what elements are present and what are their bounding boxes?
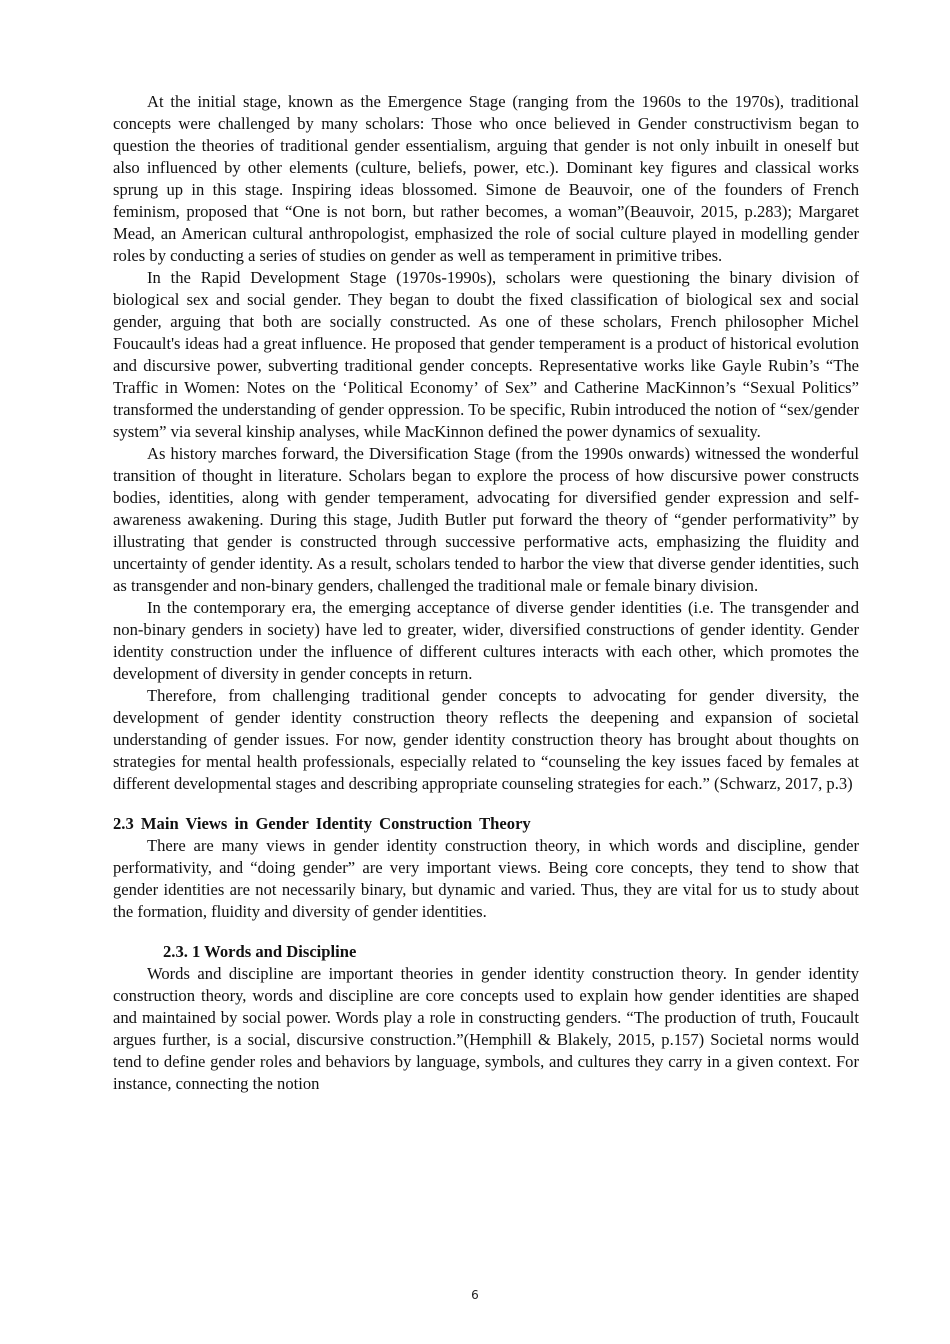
page-body: [113, 91, 859, 1095]
page-number: 6: [471, 1288, 479, 1302]
paragraph-rapid-development-stage: In the Rapid Development Stage (1970s-1990s), scholars were questioning the binary division of biological sex and social gender. They began to doubt the fixed classification of biological sex and social gender, arguing that both are socially constructed. As one of these scholars, French philosopher Michel Foucault's ideas had a great influence. He proposed that gender temperament is a product of historical evolution and discursive power, subverting traditional gender concepts. Representative works like Gayle Rubin’s “The Traffic in Women: Notes on the ‘Political Economy’ of Sex” and Catherine MacKinnon’s “Sexual Politics” transformed the understanding of gender oppression. To be specific, Rubin introduced the notion of “sex/gender system” via several kinship analyses, while MacKinnon defined the power dynamics of sexuality.: [113, 268, 859, 441]
paragraph-emergence-stage: At the initial stage, known as the Emergence Stage (ranging from the 1960s to the 1970s), traditional concepts were challenged by many scholars: Those who once believed in Gender constructivism began to question the theories of traditional gender essentialism, arguing that gender is not only inbuilt in oneself but also influenced by other elements (culture, beliefs, power, etc.). Dominant key figures and classical works sprung up in this stage. Inspiring ideas blossomed. Simone de Beauvoir, one of the founders of French feminism, proposed that “One is not born, but rather becomes, a woman”(Beauvoir, 2015, p.283); Margaret Mead, an American cultural anthropologist, emphasized the role of social culture played in modelling gender roles by conducting a series of studies on gender as well as temperament in primitive tribes.: [113, 92, 859, 265]
paragraph-diversification-stage: As history marches forward, the Diversification Stage (from the 1990s onwards) witnessed the wonderful transition of thought in literature. Scholars began to explore the process of how discursive power constructs bodies, identities, along with gender temperament, advocating for diversified gender expression and self-awareness awakening. During this stage, Judith Butler put forward the theory of “gender performativity” by illustrating that gender is constructed through successive performative acts, emphasizing the fluidity and uncertainty of gender identity. As a result, scholars tended to harbor the view that diverse gender identities, such as transgender and non-binary genders, challenged the traditional male or female binary division.: [113, 444, 859, 595]
paragraph-conclusion: Therefore, from challenging traditional gender concepts to advocating for gender diversity, the development of gender identity construction theory reflects the deepening and expansion of societal understanding of gender issues. For now, gender identity construction theory has brought about thoughts on strategies for mental health professionals, especially related to “counseling the key issues faced by females at different developmental stages and describing appropriate counseling strategies for each.” (Schwarz, 2017, p.3): [113, 686, 859, 793]
section-heading-2-3: 2.3 Main Views in Gender Identity Construction Theory: [113, 814, 531, 833]
paragraph-words-and-discipline: Words and discipline are important theories in gender identity construction theory. In gender identity construction theory, words and discipline are core concepts used to explain how gender identities are shaped and maintained by social power. Words play a role in constructing genders. “The production of truth, Foucault argues further, is a social, discursive construction.”(Hemphill & Blakely, 2015, p.157) Societal norms would tend to define gender roles and behaviors by language, symbols, and cultures they carry in a given context. For instance, connecting the notion: [113, 964, 859, 1093]
paragraph-main-views: There are many views in gender identity construction theory, in which words and discipline, gender performativity, and “doing gender” are very important views. Being core concepts, they tend to show that gender identities are not necessarily binary, but dynamic and varied. Thus, they are vital for us to study about the formation, fluidity and diversity of gender identities.: [113, 836, 859, 921]
paragraph-contemporary-era: In the contemporary era, the emerging acceptance of diverse gender identities (i.e. The transgender and non-binary genders in society) have led to greater, wider, diversified constructions of gender identity. Gender identity construction under the influence of different cultures interacts with each other, which promotes the development of diversity in gender concepts in return.: [113, 598, 859, 683]
subsection-heading-2-3-1: 2.3. 1 Words and Discipline: [163, 942, 357, 961]
